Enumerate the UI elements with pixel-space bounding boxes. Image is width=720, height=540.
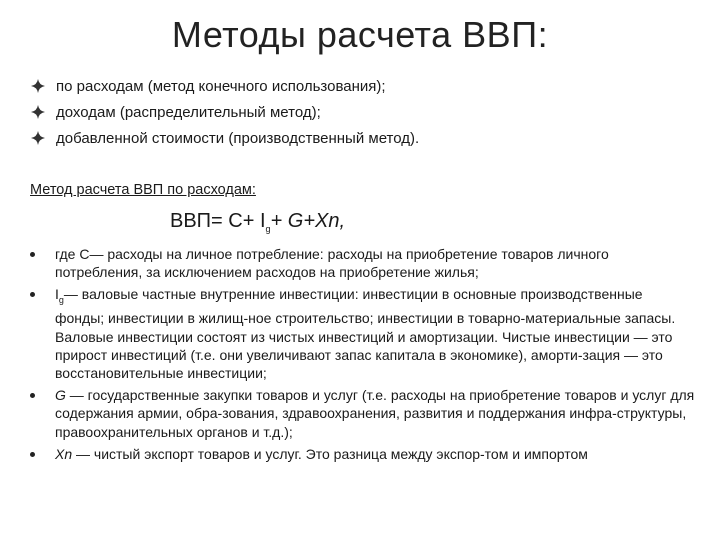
- method-label: добавленной стоимости (производственный метод).: [56, 129, 420, 147]
- definition-item: [30, 386, 695, 441]
- definition-item: [30, 285, 695, 382]
- list-item: [30, 73, 419, 99]
- bullet-icon: [30, 452, 35, 457]
- definition-term: где С: [55, 246, 90, 262]
- method-label: доходам (распределительный метод);: [56, 103, 321, 121]
- formula-subscript: g: [265, 224, 271, 234]
- bullet-icon: [30, 252, 35, 257]
- definition-term: G: [55, 387, 66, 404]
- definitions-list: [30, 245, 695, 467]
- diamond-bullet-icon: [30, 78, 46, 94]
- diamond-bullet-icon: [30, 104, 46, 120]
- bullet-icon: [30, 393, 35, 398]
- formula-lhs: ВВП= С+ I: [170, 210, 266, 232]
- methods-list: [30, 73, 419, 151]
- definition-text: — чистый экспорт товаров и услуг. Это разница между экспор-том и импортом: [72, 445, 588, 462]
- gdp-formula: [170, 210, 345, 234]
- definition-term: I: [55, 286, 59, 303]
- definition-item: [30, 245, 695, 281]
- section-heading: Метод расчета ВВП по расходам:: [30, 182, 256, 198]
- list-item: [30, 125, 419, 151]
- definition-text: — валовые частные внутренние инвестиции: инвестиции в основные производственные фонды; инвестиции в жилищ-ное строительство; инвестиции в товарно-материальные запасы. Валовые инвестиции состоят из чистых инвестиций и амортизации. Чистые инвестиции — это прирост инвестиций (т.е. они увеличивают запас капитала в экономике), аморти-зация — это восстановительные инвестиции;: [55, 286, 676, 382]
- definition-item: [30, 445, 695, 463]
- slide-title: Методы расчета ВВП:: [171, 14, 549, 55]
- formula-rhs: + G+Xn,: [270, 210, 346, 232]
- diamond-bullet-icon: [30, 130, 46, 146]
- list-item: [30, 99, 419, 125]
- bullet-icon: [30, 292, 35, 297]
- definition-text: — расходы на личное потребление: расходы на приобретение товаров личного потребления, за исключением расходов на приобретение жилья;: [55, 246, 609, 281]
- definition-subscript: g: [58, 295, 64, 306]
- definition-text: — государственные закупки товаров и услуг (т.е. расходы на приобретение товаров и услуг для содержания армии, обра-зования, здравоохранения, развития и поддержания инфра-структуры, правоохранительных органов и т.д.);: [55, 387, 695, 440]
- method-label: по расходам (метод конечного использования);: [56, 77, 386, 95]
- definition-term: Xn: [55, 445, 73, 462]
